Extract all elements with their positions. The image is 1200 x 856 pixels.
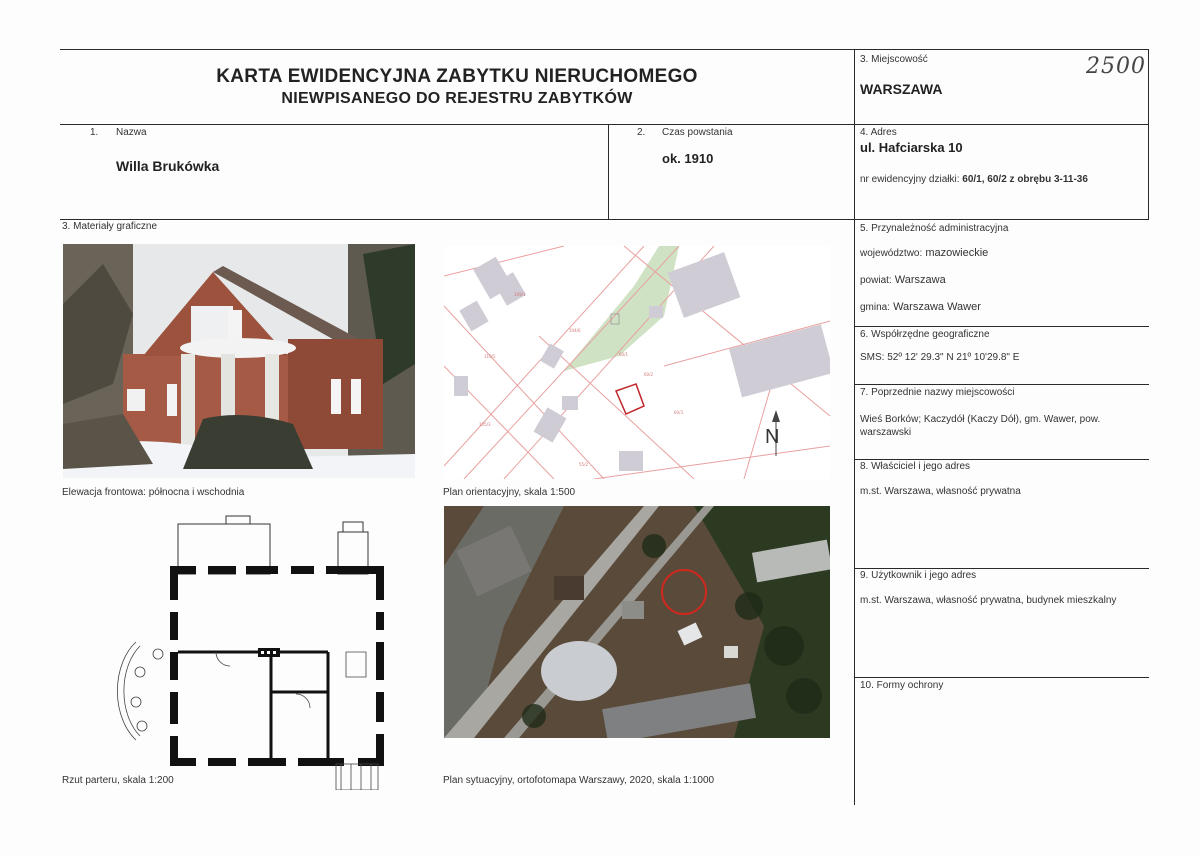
svg-text:109/1: 109/1	[514, 292, 526, 297]
divider-10	[854, 677, 1149, 678]
protection-label: 10. Formy ochrony	[860, 680, 944, 691]
svg-text:60/2: 60/2	[644, 372, 653, 377]
frame-top-line	[60, 49, 1149, 50]
locality-value: WARSZAWA	[860, 81, 943, 97]
commune-prefix: gmina:	[860, 302, 891, 313]
divider-8	[854, 459, 1149, 460]
date-value: ok. 1910	[662, 151, 714, 166]
card-title-line2: NIEWPISANEGO DO REJESTRU ZABYTKÓW	[281, 90, 633, 107]
address-label: 4. Adres	[860, 127, 897, 138]
commune-value: Warszawa Wawer	[893, 301, 981, 313]
name-label: Nazwa	[116, 127, 147, 138]
orientation-plan-map	[444, 246, 830, 479]
frame-header-bottom-line	[60, 124, 1149, 125]
plan-caption: Plan orientacyjny, skala 1:500	[443, 487, 576, 498]
orthophoto-map	[444, 506, 830, 738]
locality-label: 3. Miejscowość	[860, 54, 928, 65]
date-number: 2.	[637, 127, 646, 138]
voivodeship-value: mazowieckie	[925, 247, 989, 259]
svg-text:110/5: 110/5	[484, 354, 496, 359]
frame-column-divider	[854, 49, 855, 805]
coordinates-value: SMS: 52º 12' 29.3" N 21º 10'29.8" E	[860, 352, 1020, 363]
svg-text:104/6: 104/6	[569, 328, 581, 333]
svg-text:55/2: 55/2	[579, 462, 588, 467]
voivodeship-line	[860, 247, 988, 259]
svg-text:60/1: 60/1	[619, 352, 628, 357]
user-value: m.st. Warszawa, własność prywatna, budynek mieszkalny	[860, 595, 1117, 606]
svg-text:60/3: 60/3	[674, 410, 683, 415]
county-value: Warszawa	[894, 274, 946, 286]
owner-value: m.st. Warszawa, własność prywatna	[860, 486, 1021, 497]
name-value: Willa Brukówka	[116, 158, 220, 174]
villa-photo	[63, 244, 415, 478]
voivodeship-prefix: województwo:	[860, 248, 923, 259]
floor-caption: Rzut parteru, skala 1:200	[62, 775, 174, 786]
divider-7	[854, 384, 1149, 385]
divider-6	[854, 326, 1149, 327]
card-title-line1: KARTA EWIDENCYJNA ZABYTKU NIERUCHOMEGO	[216, 66, 698, 87]
frame-name-date-divider	[608, 124, 609, 219]
handwritten-number: 2500	[1086, 54, 1146, 79]
commune-line	[860, 301, 981, 313]
previous-names-value: Wieś Borków; Kaczydół (Kaczy Dół), gm. Wawer, pow. warszawski	[860, 414, 1101, 438]
parcel-value: 60/1, 60/2 z obrębu 3-11-36	[962, 174, 1088, 185]
divider-9	[854, 568, 1149, 569]
parcel-line	[860, 174, 1088, 185]
floor-plan-drawing	[96, 512, 396, 790]
previous-names-label: 7. Poprzednie nazwy miejscowości	[860, 387, 1015, 398]
county-prefix: powiat:	[860, 275, 892, 286]
photo-caption: Elewacja frontowa: północna i wschodnia	[62, 487, 245, 498]
frame-right-edge	[1148, 49, 1149, 220]
admin-label: 5. Przynależność administracyjna	[860, 223, 1009, 234]
svg-text:105/3: 105/3	[479, 422, 491, 427]
address-value: ul. Hafciarska 10	[860, 140, 963, 155]
coordinates-label: 6. Współrzędne geograficzne	[860, 329, 990, 340]
north-arrow-letter: N	[765, 426, 780, 448]
graphics-label: 3. Materiały graficzne	[62, 221, 158, 232]
date-label: Czas powstania	[662, 127, 733, 138]
frame-row1-bottom-line	[60, 219, 1149, 220]
ortho-caption: Plan sytuacyjny, ortofotomapa Warszawy, 2020, skala 1:1000	[443, 775, 715, 786]
parcel-prefix: nr ewidencyjny działki:	[860, 174, 960, 185]
county-line	[860, 274, 946, 286]
name-number: 1.	[90, 127, 99, 138]
owner-label: 8. Właściciel i jego adres	[860, 461, 971, 472]
user-label: 9. Użytkownik i jego adres	[860, 570, 977, 581]
